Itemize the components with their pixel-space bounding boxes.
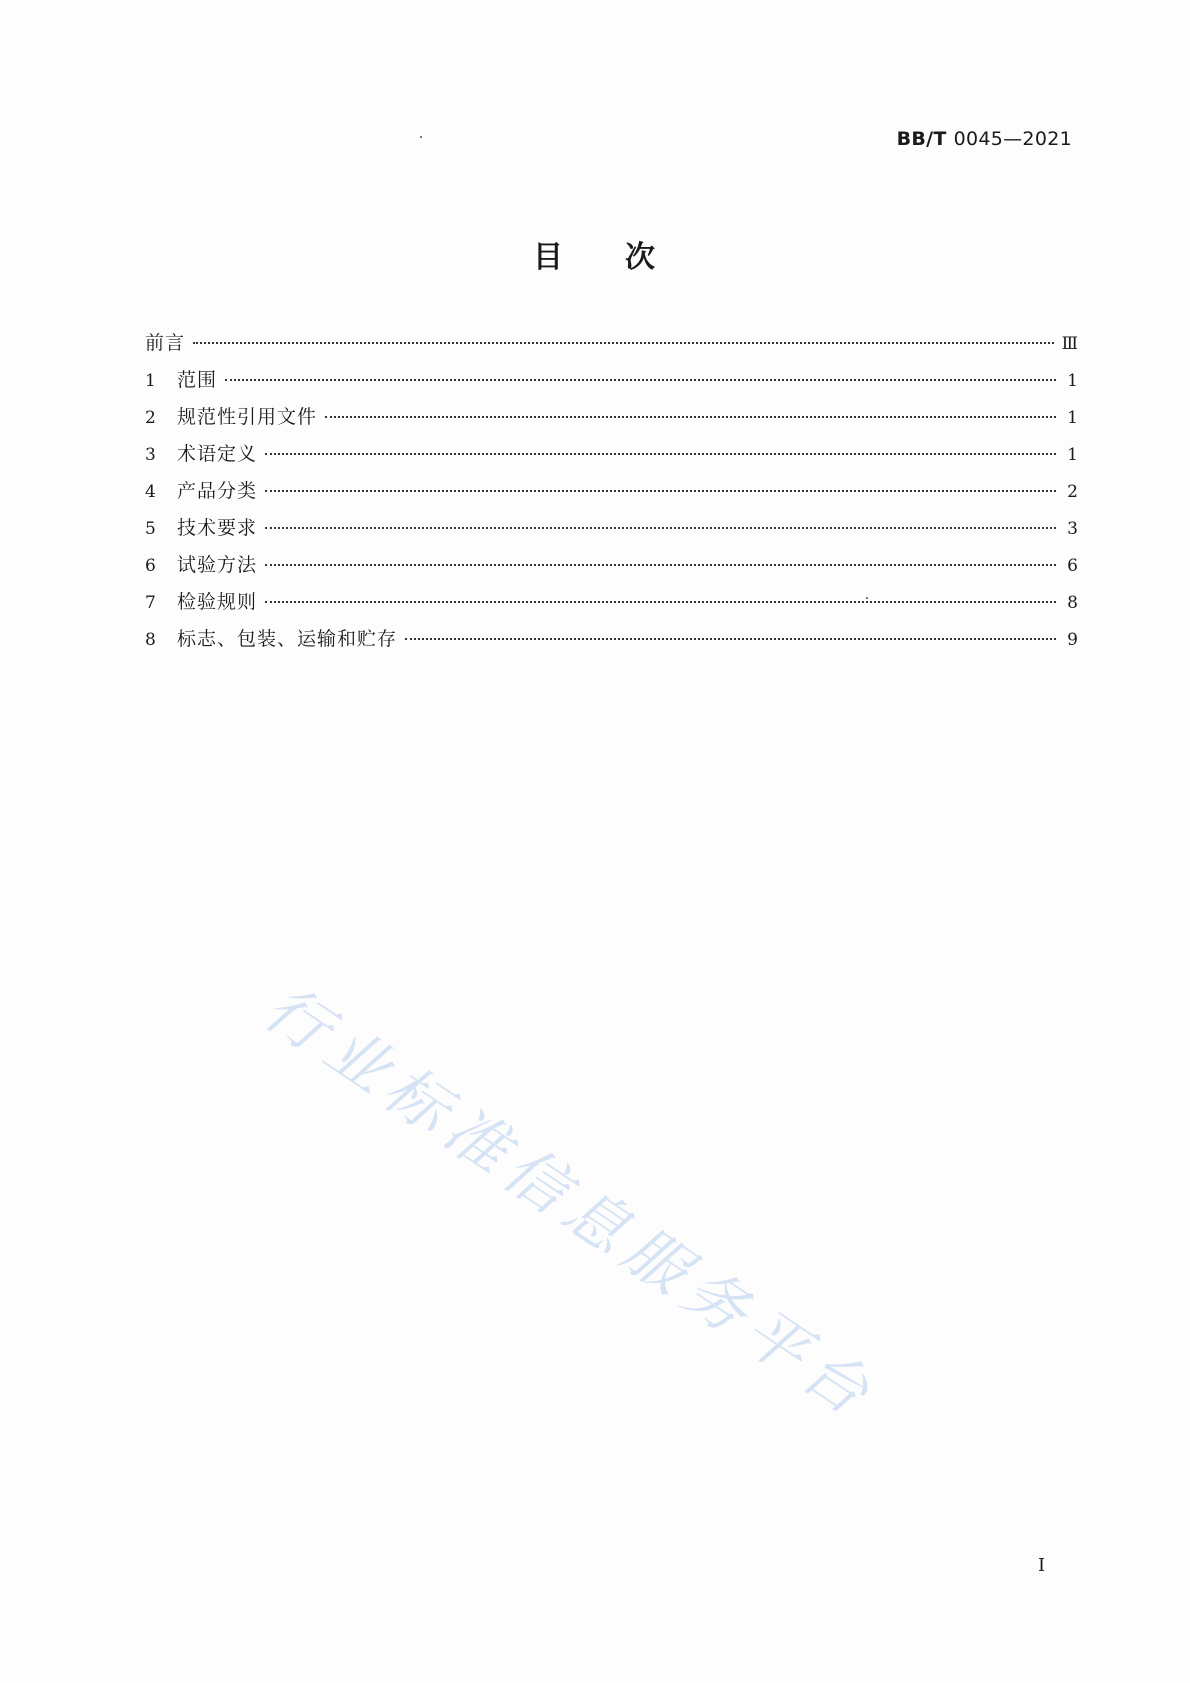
toc-entry-test-methods[interactable] [145,550,1078,587]
toc-entry-marking-packaging[interactable] [145,624,1078,661]
toc-entry-classification[interactable] [145,476,1078,513]
toc-entry-label: 试验方法 [177,554,258,576]
toc-entry-label: 产品分类 [177,480,258,502]
toc-leader-dots [225,379,1056,381]
toc-leader-dots [265,527,1056,529]
toc-leader-dots [193,342,1054,344]
toc-entry-number: 8 [145,630,156,650]
toc-entry-page: 1 [1067,371,1078,391]
toc-entry-label: 术语定义 [177,443,258,465]
toc-entry-label: 规范性引用文件 [177,406,318,428]
toc-entry-number: 4 [145,482,156,502]
toc-entry-number: 2 [145,408,156,428]
standard-code [897,128,1072,150]
standard-number: 0045—2021 [953,128,1072,150]
toc-entry-scope[interactable] [145,365,1078,402]
toc-entry-label: 范围 [177,369,218,391]
toc-leader-dots [265,564,1056,566]
toc-leader-dots [265,490,1056,492]
toc-entry-inspection-rules[interactable] [145,587,1078,624]
page-number: I [1038,1555,1046,1576]
toc-entry-number: 7 [145,593,156,613]
toc-entry-page: 1 [1067,408,1078,428]
toc-entry-number: 5 [145,519,156,539]
table-of-contents [145,328,1078,661]
toc-entry-requirements[interactable] [145,513,1078,550]
toc-entry-number: 6 [145,556,156,576]
toc-entry-page: 3 [1067,519,1078,539]
page-title: 目次 [533,240,717,275]
toc-entry-label: 前言 [145,332,186,354]
toc-entry-page: 8 [1067,593,1078,613]
scan-speck [420,136,422,138]
toc-entry-page: 9 [1067,630,1078,650]
toc-leader-dots [405,638,1056,640]
toc-leader-dots [265,601,1056,603]
toc-entry-page: 6 [1067,556,1078,576]
toc-entry-terms[interactable] [145,439,1078,476]
toc-leader-dots [325,416,1056,418]
toc-entry-label: 技术要求 [177,517,258,539]
toc-entry-page: Ⅲ [1061,334,1078,354]
toc-leader-dots [265,453,1056,455]
toc-entry-normative-references[interactable] [145,402,1078,439]
toc-entry-number: 1 [145,371,156,391]
toc-entry-foreword[interactable] [145,328,1078,365]
toc-entry-label: 标志、包装、运输和贮存 [177,628,398,650]
toc-entry-page: 1 [1067,445,1078,465]
standard-prefix: BB/T [896,128,947,150]
watermark-text: 行业标准信息服务平台 [251,970,890,1434]
toc-entry-label: 检验规则 [177,591,258,613]
toc-entry-page: 2 [1067,482,1078,502]
toc-entry-number: 3 [145,445,156,465]
